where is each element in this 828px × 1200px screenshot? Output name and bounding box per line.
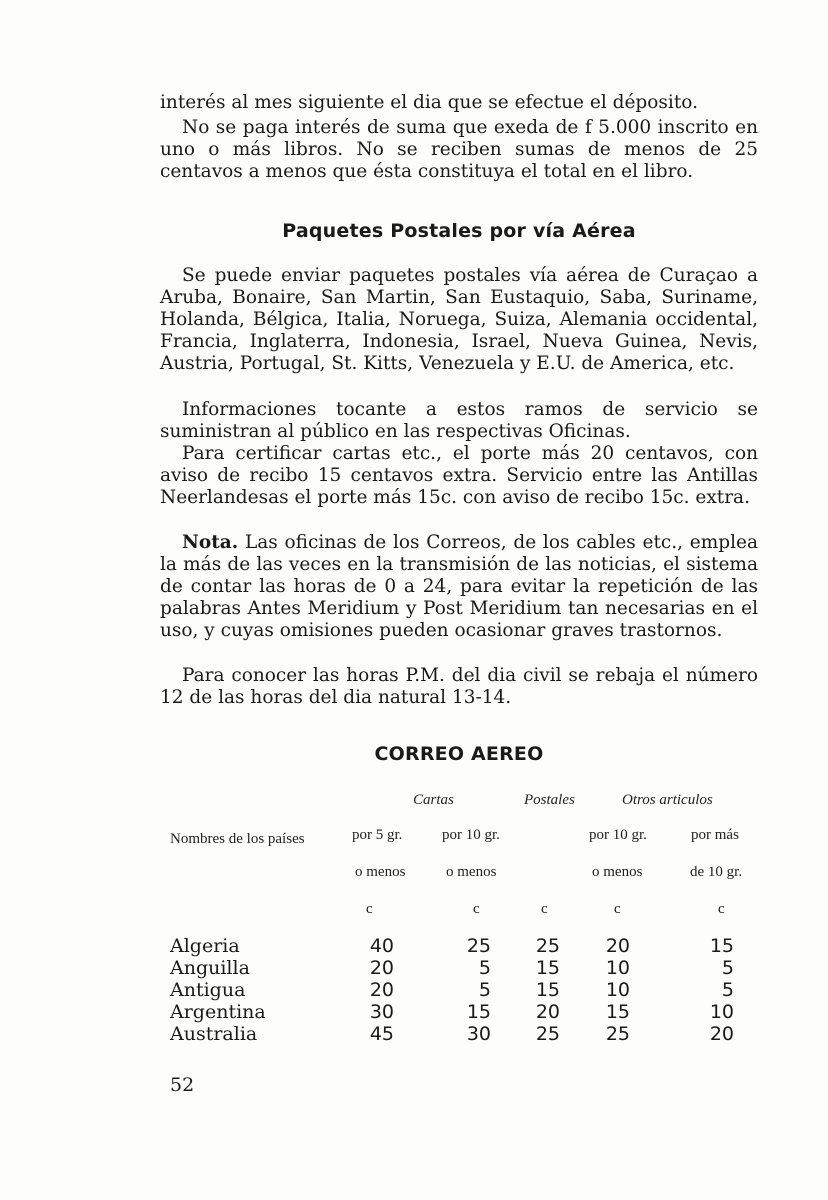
unit-otros-mas: c	[718, 901, 725, 917]
column-subheader-cartas-5: o menos	[355, 864, 406, 880]
group-header-cartas: Cartas	[413, 792, 454, 808]
rate-otros-mas: 10	[709, 1001, 734, 1023]
country-name: Antigua	[170, 979, 246, 1001]
paragraph-nota	[160, 532, 758, 642]
nota-text: Las oficinas de los Correos, de los cables etc., emplea la más de las veces en la transmisión de las noticias, el sistema de contar las horas de 0 a 24, para evitar la repetición de las palabras Antes Meridium y Post Meridium tan necesarias en el uso, y cuyas omisiones pueden ocasionar graves trastornos.	[160, 532, 758, 641]
rate-otros-mas: 15	[709, 935, 734, 957]
group-header-postales: Postales	[524, 792, 575, 808]
rate-otros-10: 15	[605, 1001, 630, 1023]
country-name: Argentina	[170, 1001, 266, 1023]
rate-otros-10: 20	[605, 935, 630, 957]
rate-cartas-5: 20	[369, 957, 394, 979]
rate-otros-mas: 5	[721, 979, 734, 1001]
rate-cartas-10: 5	[478, 957, 491, 979]
paragraph-certificar: Para certificar cartas etc., el porte más 20 centavos, con aviso de recibo 15 centavos extra. Servicio entre las Antillas Neerlandesas el porte más 15c. con aviso de recibo 15c. extra.	[160, 443, 758, 508]
table-row	[170, 935, 770, 957]
rate-otros-10: 10	[605, 957, 630, 979]
country-name: Algeria	[170, 935, 240, 957]
rate-cartas-10: 5	[478, 979, 491, 1001]
country-name: Australia	[170, 1023, 258, 1045]
rate-cartas-10: 25	[466, 935, 491, 957]
table-row	[170, 1001, 770, 1023]
paragraph-interest-continued: interés al mes siguiente el dia que se efectue el déposito.	[160, 92, 698, 113]
rate-postales: 15	[535, 957, 560, 979]
paragraph-paquetes-destinations: Se puede enviar paquetes postales vía aérea de Curaçao a Aruba, Bonaire, San Martin, San Eustaquio, Saba, Suriname, Holanda, Bélgica, Italia, Noruega, Suiza, Alemania occidental, Francia, Inglaterra, Indonesia, Israel, Nueva Guinea, Nevis, Austria, Portugal, St. Kitts, Venezuela y E.U. de America, etc.	[160, 265, 758, 374]
nota-label: Nota.	[182, 532, 239, 553]
group-header-otros: Otros articulos	[622, 792, 713, 808]
table-row	[170, 979, 770, 1001]
paragraph-informaciones: Informaciones tocante a estos ramos de servicio se suministran al público en las respectivas Oficinas.	[160, 399, 758, 442]
rate-cartas-5: 45	[369, 1023, 394, 1045]
rate-otros-10: 25	[605, 1023, 630, 1045]
rate-postales: 25	[535, 935, 560, 957]
column-header-otros-10: por 10 gr.	[589, 827, 647, 843]
unit-cartas-5: c	[366, 901, 373, 917]
table-row	[170, 957, 770, 979]
rate-otros-mas: 20	[709, 1023, 734, 1045]
column-header-cartas-10: por 10 gr.	[442, 827, 500, 843]
column-header-paises: Nombres de los países	[170, 831, 305, 847]
unit-postales: c	[541, 901, 548, 917]
page-number: 52	[170, 1074, 195, 1096]
rate-postales: 15	[535, 979, 560, 1001]
rate-cartas-5: 40	[369, 935, 394, 957]
heading-correo-aereo: CORREO AEREO	[374, 743, 544, 765]
column-header-cartas-5: por 5 gr.	[352, 827, 403, 843]
heading-paquetes-postales: Paquetes Postales por vía Aérea	[282, 220, 636, 242]
rate-otros-mas: 5	[721, 957, 734, 979]
table-row	[170, 1023, 770, 1045]
column-subheader-otros-mas: de 10 gr.	[690, 864, 743, 880]
rate-cartas-5: 20	[369, 979, 394, 1001]
rate-cartas-5: 30	[369, 1001, 394, 1023]
country-name: Anguilla	[170, 957, 250, 979]
rate-postales: 20	[535, 1001, 560, 1023]
column-header-otros-mas: por más	[691, 827, 739, 843]
paragraph-horas-pm: Para conocer las horas P.M. del dia civil se rebaja el número 12 de las horas del dia natural 13-14.	[160, 665, 758, 708]
rate-postales: 25	[535, 1023, 560, 1045]
rate-otros-10: 10	[605, 979, 630, 1001]
column-subheader-cartas-10: o menos	[446, 864, 497, 880]
unit-otros-10: c	[614, 901, 621, 917]
rate-cartas-10: 15	[466, 1001, 491, 1023]
column-subheader-otros-10: o menos	[592, 864, 643, 880]
unit-cartas-10: c	[473, 901, 480, 917]
paragraph-interest-limit: No se paga interés de suma que exeda de f 5.000 inscrito en uno o más libros. No se reciben sumas de menos de 25 centavos a menos que ésta constituya el total en el libro.	[160, 117, 758, 182]
rate-cartas-10: 30	[466, 1023, 491, 1045]
